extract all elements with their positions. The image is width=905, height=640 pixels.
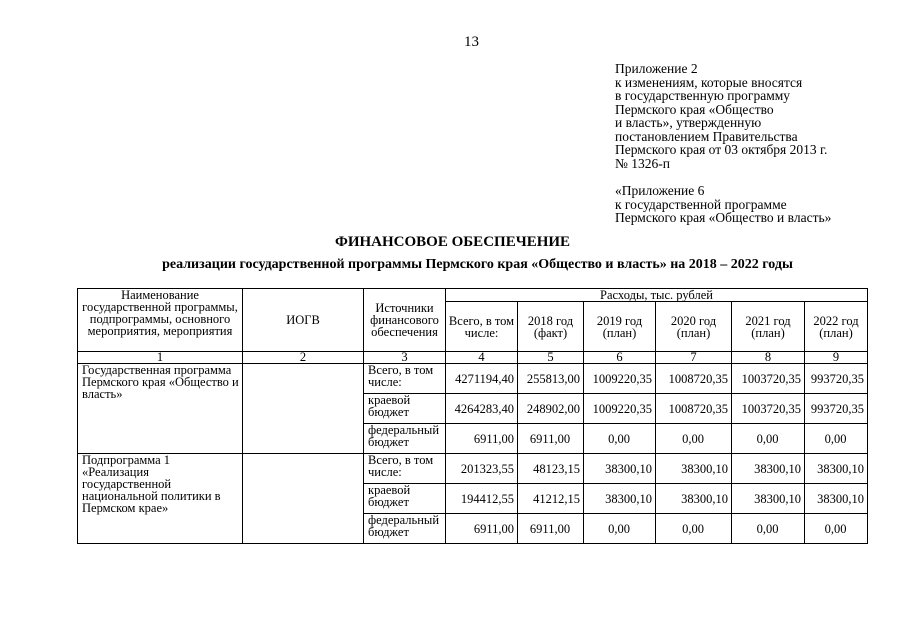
value-2021: 1003720,35 — [732, 394, 805, 424]
page-number: 13 — [464, 34, 479, 50]
header-2019: 2019 год (план) — [584, 302, 656, 352]
header-total: Всего, в том числе: — [446, 302, 518, 352]
header-expenses: Расходы, тыс. рублей — [446, 289, 868, 302]
source-cell: Всего, в том числе: — [364, 364, 446, 394]
column-number: 5 — [518, 352, 584, 364]
value-2021: 38300,10 — [732, 454, 805, 484]
appendix-line: «Приложение 6 — [615, 183, 705, 198]
value-2018: 41212,15 — [518, 484, 584, 514]
source-cell: федеральный бюджет — [364, 424, 446, 454]
header-2022: 2022 год (план) — [805, 302, 868, 352]
value-2021: 0,00 — [732, 514, 805, 544]
column-number: 8 — [732, 352, 805, 364]
value-2019: 38300,10 — [584, 484, 656, 514]
value-2022: 993720,35 — [805, 364, 868, 394]
source-cell: краевой бюджет — [364, 394, 446, 424]
source-cell: федеральный бюджет — [364, 514, 446, 544]
value-2019: 0,00 — [584, 514, 656, 544]
table-row — [78, 454, 868, 484]
table-row — [78, 364, 868, 394]
source-cell: Всего, в том числе: — [364, 454, 446, 484]
value-total: 6911,00 — [446, 424, 518, 454]
value-2018: 48123,15 — [518, 454, 584, 484]
value-2022: 38300,10 — [805, 454, 868, 484]
appendix-line: № 1326-п — [615, 155, 670, 171]
appendix-line: Пермского края от 03 октября 2013 г. — [615, 142, 828, 157]
appendix-line: к изменениям, которые вносятся — [615, 74, 803, 90]
value-2020: 1008720,35 — [656, 394, 732, 424]
iogv-cell — [243, 454, 364, 544]
value-2022: 0,00 — [805, 424, 868, 454]
value-total: 4264283,40 — [446, 394, 518, 424]
value-2018: 248902,00 — [518, 394, 584, 424]
value-2020: 1008720,35 — [656, 364, 732, 394]
value-2022: 38300,10 — [805, 484, 868, 514]
column-number: 1 — [78, 352, 243, 364]
subprogram-name: Подпрограмма 1 «Реализация государственной национальной политики в Пермском крае» — [78, 454, 243, 544]
appendix-line: Пермского края «Общество — [615, 101, 774, 117]
value-2022: 0,00 — [805, 514, 868, 544]
value-2019: 38300,10 — [584, 454, 656, 484]
value-total: 194412,55 — [446, 484, 518, 514]
header-2018: 2018 год (факт) — [518, 302, 584, 352]
value-2018: 255813,00 — [518, 364, 584, 394]
value-total: 4271194,40 — [446, 364, 518, 394]
value-2020: 0,00 — [656, 514, 732, 544]
source-cell: краевой бюджет — [364, 484, 446, 514]
header-name: Наименование государственной программы, подпрограммы, основного мероприятия, мероприятия — [78, 289, 243, 352]
value-2018: 6911,00 — [518, 424, 584, 454]
program-name: Государственная программа Пермского края «Общество и власть» — [78, 364, 243, 454]
header-sources: Источники финансового обеспечения — [364, 289, 446, 352]
financing-table — [77, 288, 868, 544]
appendix-block — [615, 62, 895, 225]
value-2019: 1009220,35 — [584, 394, 656, 424]
header-2020: 2020 год (план) — [656, 302, 732, 352]
document-title: ФИНАНСОВОЕ ОБЕСПЕЧЕНИЕ — [334, 234, 571, 250]
column-number: 4 — [446, 352, 518, 364]
column-number: 3 — [364, 352, 446, 364]
value-2019: 0,00 — [584, 424, 656, 454]
value-2019: 1009220,35 — [584, 364, 656, 394]
value-2021: 38300,10 — [732, 484, 805, 514]
value-2021: 0,00 — [732, 424, 805, 454]
value-2022: 993720,35 — [805, 394, 868, 424]
value-total: 201323,55 — [446, 454, 518, 484]
value-2020: 0,00 — [656, 424, 732, 454]
column-number: 6 — [584, 352, 656, 364]
appendix-line: постановлением Правительства — [615, 128, 798, 144]
column-number: 2 — [243, 352, 364, 364]
value-total: 6911,00 — [446, 514, 518, 544]
value-2018: 6911,00 — [518, 514, 584, 544]
appendix-line: к государственной программе — [615, 196, 787, 212]
value-2020: 38300,10 — [656, 454, 732, 484]
document-subtitle: реализации государственной программы Пермского края «Общество и власть» на 2018 – 2022 годы — [162, 257, 793, 272]
appendix-line: Пермского края «Общество и власть» — [615, 210, 832, 225]
value-2020: 38300,10 — [656, 484, 732, 514]
iogv-cell — [243, 364, 364, 454]
column-number-row — [78, 352, 868, 364]
header-2021: 2021 год (план) — [732, 302, 805, 352]
appendix-line: Приложение 2 — [615, 61, 698, 76]
header-iogv: ИОГВ — [243, 289, 364, 352]
appendix-line: в государственную программу — [615, 88, 791, 103]
column-number: 9 — [805, 352, 868, 364]
value-2021: 1003720,35 — [732, 364, 805, 394]
column-number: 7 — [656, 352, 732, 364]
appendix-line: и власть», утвержденную — [615, 115, 762, 130]
